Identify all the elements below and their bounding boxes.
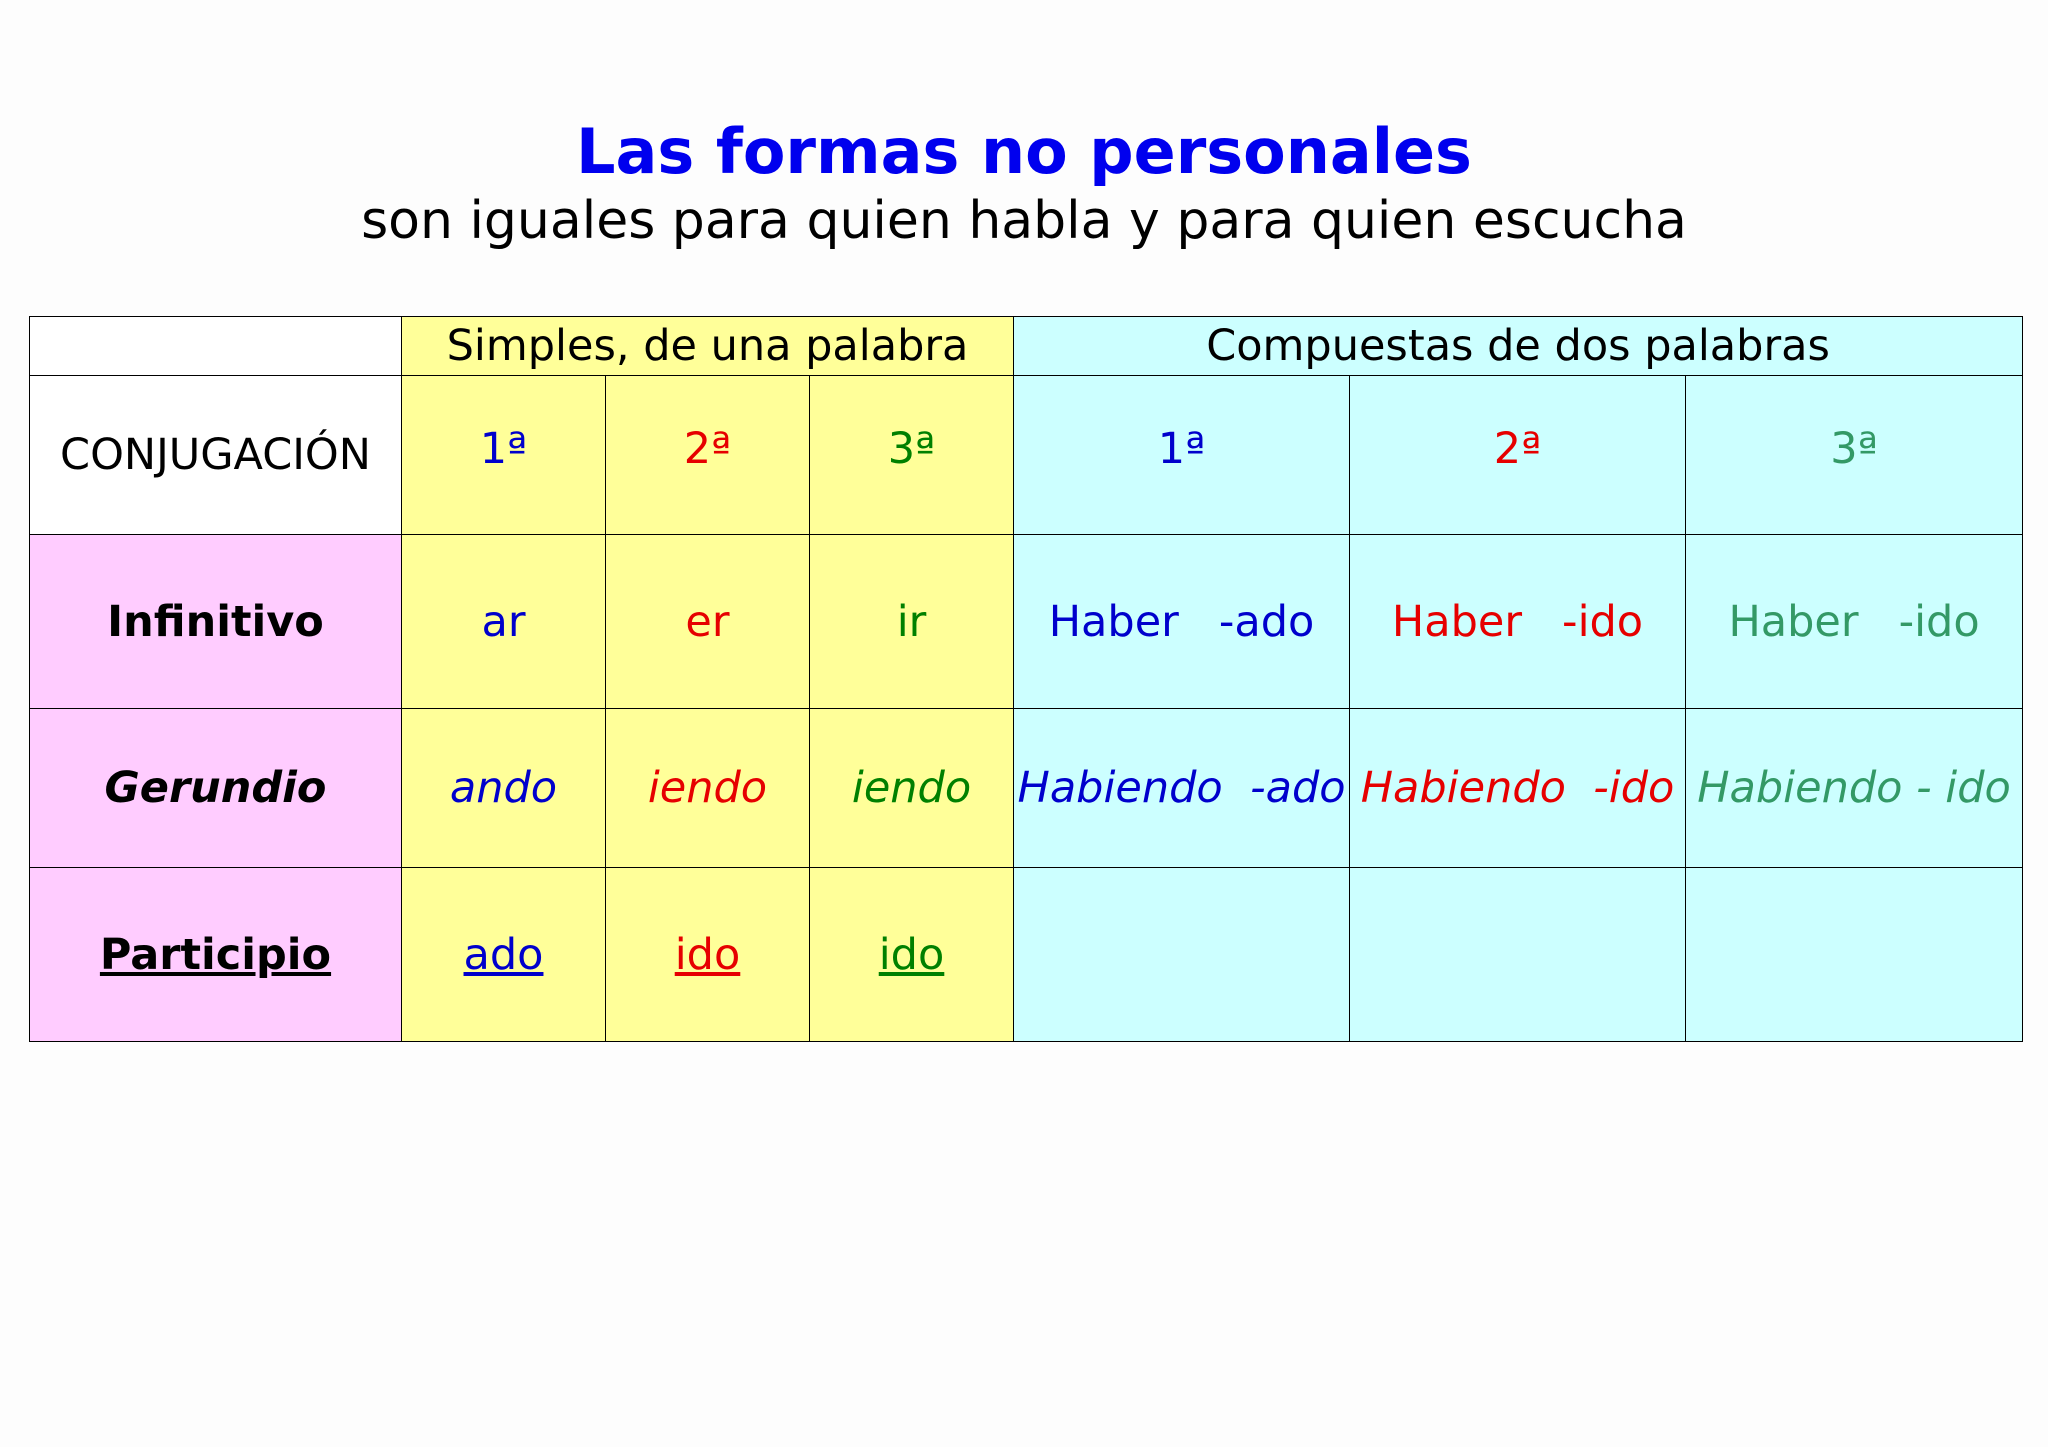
verb-ending: -ido — [1593, 763, 1675, 813]
aux-verb: Haber — [1391, 596, 1523, 647]
conjugation-table — [29, 316, 2023, 1042]
aux-verb: Habiendo — [1697, 763, 1903, 813]
infinitivo-label: Infinitivo — [30, 535, 402, 709]
infinitivo-compound-1 — [1014, 535, 1350, 709]
participio-simple-2: ido — [606, 868, 810, 1042]
group-simple-header: Simples, de una palabra — [402, 317, 1014, 376]
gerundio-label: Gerundio — [30, 709, 402, 868]
gerundio-row — [30, 709, 2023, 868]
gerundio-simple-1: ando — [402, 709, 606, 868]
group-compound-header: Compuestas de dos palabras — [1014, 317, 2023, 376]
conj-ordinal: 2ª — [683, 424, 732, 474]
participio-label: Participio — [30, 868, 402, 1042]
verb-ending: -ido — [1562, 596, 1644, 647]
conj-ordinal: 3ª — [887, 424, 936, 474]
compound-conj-3 — [1686, 376, 2023, 535]
gerundio-compound-2 — [1350, 709, 1686, 868]
corner-cell — [30, 317, 402, 376]
infinitivo-simple-1: ar — [402, 535, 606, 709]
participio-simple-3: ido — [810, 868, 1014, 1042]
gerundio-simple-2: iendo — [606, 709, 810, 868]
compound-conj-2 — [1350, 376, 1686, 535]
infinitivo-compound-3 — [1686, 535, 2023, 709]
aux-verb: Haber — [1728, 596, 1859, 647]
participio-compound-1 — [1014, 868, 1350, 1042]
verb-ending: -ado — [1218, 596, 1315, 647]
aux-verb: Haber — [1048, 596, 1179, 647]
group-header-row — [30, 317, 2023, 376]
participio-simple-1: ado — [402, 868, 606, 1042]
page-title: Las formas no personales — [576, 115, 1472, 188]
gerundio-simple-3: iendo — [810, 709, 1014, 868]
gerundio-compound-3 — [1686, 709, 2023, 868]
conjugation-label: CONJUGACIÓN — [30, 376, 402, 535]
conjugation-header-row — [30, 376, 2023, 535]
page-subtitle: son iguales para quien habla y para quien escucha — [361, 191, 1687, 251]
conj-ordinal: 1ª — [1157, 424, 1206, 474]
gerundio-compound-1 — [1014, 709, 1350, 868]
simple-conj-2 — [606, 376, 810, 535]
infinitivo-simple-3: ir — [810, 535, 1014, 709]
participio-row — [30, 868, 2023, 1042]
simple-conj-3 — [810, 376, 1014, 535]
aux-verb: Habiendo — [1360, 763, 1566, 813]
participio-compound-2 — [1350, 868, 1686, 1042]
conj-ordinal: 1ª — [479, 424, 528, 474]
verb-ending: -ado — [1250, 763, 1346, 813]
conj-ordinal: 2ª — [1493, 424, 1542, 474]
participio-compound-3 — [1686, 868, 2023, 1042]
infinitivo-compound-2 — [1350, 535, 1686, 709]
infinitivo-simple-2: er — [606, 535, 810, 709]
aux-verb: Habiendo — [1017, 763, 1223, 813]
infinitivo-row — [30, 535, 2023, 709]
verb-ending: -ido — [1898, 596, 1980, 647]
compound-conj-1 — [1014, 376, 1350, 535]
conj-ordinal: 3ª — [1830, 424, 1878, 474]
simple-conj-1 — [402, 376, 606, 535]
verb-ending: - ido — [1916, 763, 2011, 813]
